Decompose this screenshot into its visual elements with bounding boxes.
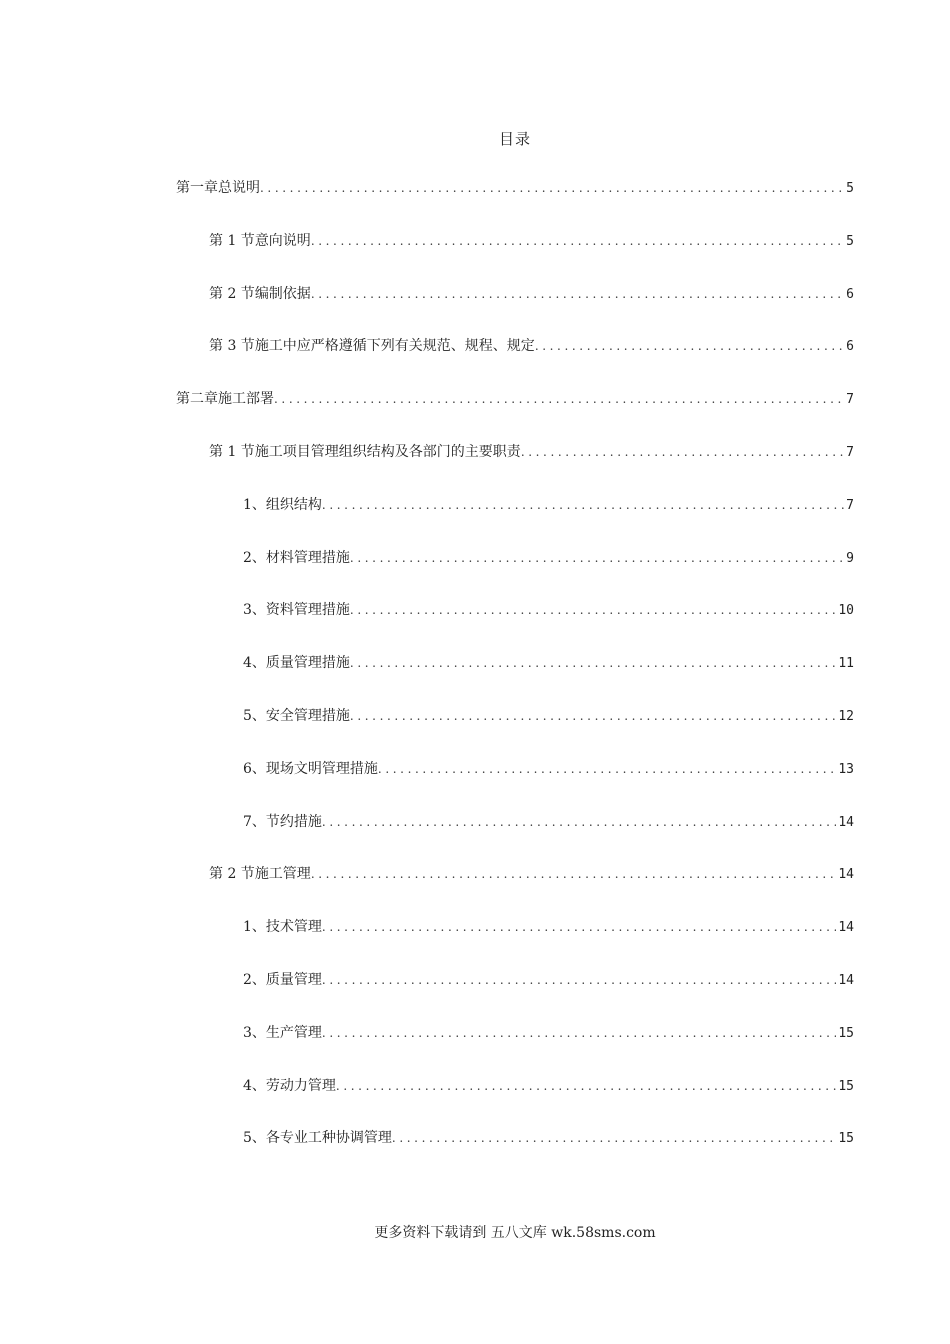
toc-entry-label: 施工中应严格遵循下列有关规范、规程、规定 xyxy=(254,338,535,355)
dot-leader xyxy=(350,600,836,620)
toc-entry-number: 第 1 节 xyxy=(209,232,255,249)
toc-entry-label: 施工项目管理组织结构及各部门的主要职责 xyxy=(254,444,521,460)
toc-entry[interactable] xyxy=(209,284,854,304)
toc-entry[interactable] xyxy=(243,1076,854,1096)
toc-entry-number: 第一章 xyxy=(176,180,218,196)
dot-leader xyxy=(311,231,844,251)
dot-leader xyxy=(260,178,844,198)
toc-entry-label: 编制依据 xyxy=(254,285,311,302)
toc-entry[interactable] xyxy=(243,759,854,779)
footer-note: 更多资料下载请到 五八文库 wk.58sms.com xyxy=(374,1225,656,1241)
toc-page-number: 14 xyxy=(838,973,854,988)
toc-entry-label: 施工部署 xyxy=(218,391,274,408)
toc-page-number: 14 xyxy=(838,920,854,936)
toc-entry-number: 7、 xyxy=(243,813,266,830)
toc-entry[interactable] xyxy=(243,812,854,832)
toc-entry-number: 第 1 节 xyxy=(209,444,255,460)
toc-entry[interactable] xyxy=(243,1023,854,1043)
toc-page-number: 14 xyxy=(838,814,854,830)
toc-entry-number: 4、 xyxy=(243,1077,266,1094)
dot-leader xyxy=(350,653,836,673)
toc-title: 目录 xyxy=(498,130,531,148)
toc-entry-label: 现场文明管理措施 xyxy=(265,760,378,777)
toc-entry[interactable] xyxy=(209,442,854,462)
toc-page-number: 13 xyxy=(838,761,854,777)
toc-entry-number: 第 2 节 xyxy=(209,866,255,883)
toc-page-number: 15 xyxy=(838,1078,854,1094)
toc-page-number: 9 xyxy=(846,550,854,566)
toc-entry-number: 3、 xyxy=(243,602,266,619)
dot-leader xyxy=(392,1128,836,1148)
toc-entry[interactable] xyxy=(243,917,854,937)
toc-page-number: 12 xyxy=(838,709,854,724)
toc-page-number: 6 xyxy=(846,339,854,355)
toc-page-number: 14 xyxy=(838,867,854,883)
dot-leader xyxy=(322,495,844,515)
toc-entry[interactable] xyxy=(209,336,854,356)
dot-leader xyxy=(535,336,844,356)
toc-entry[interactable] xyxy=(243,495,854,515)
toc-entry-number: 第 2 节 xyxy=(209,285,255,302)
toc-entry-label: 质量管理措施 xyxy=(265,655,350,672)
toc-entry-label: 意向说明 xyxy=(254,232,311,249)
toc-entry[interactable] xyxy=(243,653,854,673)
toc-entry-label: 各专业工种协调管理 xyxy=(265,1130,392,1147)
toc-entry-number: 1、 xyxy=(243,496,266,513)
toc-page-number: 6 xyxy=(846,286,854,302)
toc-entry-label: 组织结构 xyxy=(265,496,322,513)
toc-entry-label: 生产管理 xyxy=(265,1024,322,1041)
toc-entry-number: 5、 xyxy=(243,1130,266,1147)
dot-leader xyxy=(322,1023,836,1043)
toc-entry-number: 2、 xyxy=(243,549,266,566)
toc-entry-label: 材料管理措施 xyxy=(265,549,350,566)
dot-leader xyxy=(521,442,844,462)
toc-page-number: 7 xyxy=(846,445,854,460)
toc-entry-number: 2、 xyxy=(243,972,266,988)
toc-page-number: 7 xyxy=(846,392,854,408)
toc-entry[interactable] xyxy=(243,1128,854,1148)
toc-entry[interactable] xyxy=(243,600,854,620)
toc-entry-label: 总说明 xyxy=(218,180,260,196)
toc-page-number: 15 xyxy=(838,1131,854,1147)
toc-page-number: 5 xyxy=(846,181,854,196)
toc-entry[interactable] xyxy=(243,548,854,568)
toc-entry-label: 安全管理措施 xyxy=(265,708,350,724)
toc-entry[interactable] xyxy=(209,864,854,884)
dot-leader xyxy=(322,970,836,990)
toc-entry[interactable] xyxy=(209,231,854,251)
toc-entry-label: 劳动力管理 xyxy=(265,1077,336,1094)
dot-leader xyxy=(378,759,836,779)
toc-entry-number: 5、 xyxy=(243,708,266,724)
dot-leader xyxy=(311,864,837,884)
toc-page-number: 15 xyxy=(838,1025,854,1041)
dot-leader xyxy=(322,812,836,832)
toc-entry-label: 施工管理 xyxy=(254,866,311,883)
toc-entry[interactable] xyxy=(243,970,854,990)
dot-leader xyxy=(350,548,844,568)
toc-entry[interactable] xyxy=(176,178,854,198)
toc-page-number: 7 xyxy=(846,497,854,513)
toc-entry-number: 第二章 xyxy=(176,391,218,408)
dot-leader xyxy=(322,917,836,937)
toc-entry-label: 资料管理措施 xyxy=(265,602,350,619)
dot-leader xyxy=(311,284,844,304)
dot-leader xyxy=(336,1076,836,1096)
dot-leader xyxy=(350,706,836,726)
toc-entry-label: 技术管理 xyxy=(265,919,322,936)
toc-entry-number: 第 3 节 xyxy=(209,338,255,355)
dot-leader xyxy=(274,389,844,409)
toc-entry-number: 6、 xyxy=(243,760,266,777)
toc-page-number: 10 xyxy=(838,603,854,619)
toc-entry-number: 1、 xyxy=(243,919,266,936)
toc-page-number: 11 xyxy=(838,656,854,672)
toc-entry-label: 节约措施 xyxy=(265,813,322,830)
toc-page-number: 5 xyxy=(846,233,854,249)
toc-entry[interactable] xyxy=(243,706,854,726)
toc-entry-label: 质量管理 xyxy=(265,972,322,988)
toc-entry-number: 4、 xyxy=(243,655,266,672)
toc-entry-number: 3、 xyxy=(243,1024,266,1041)
toc-entry[interactable] xyxy=(176,389,854,409)
